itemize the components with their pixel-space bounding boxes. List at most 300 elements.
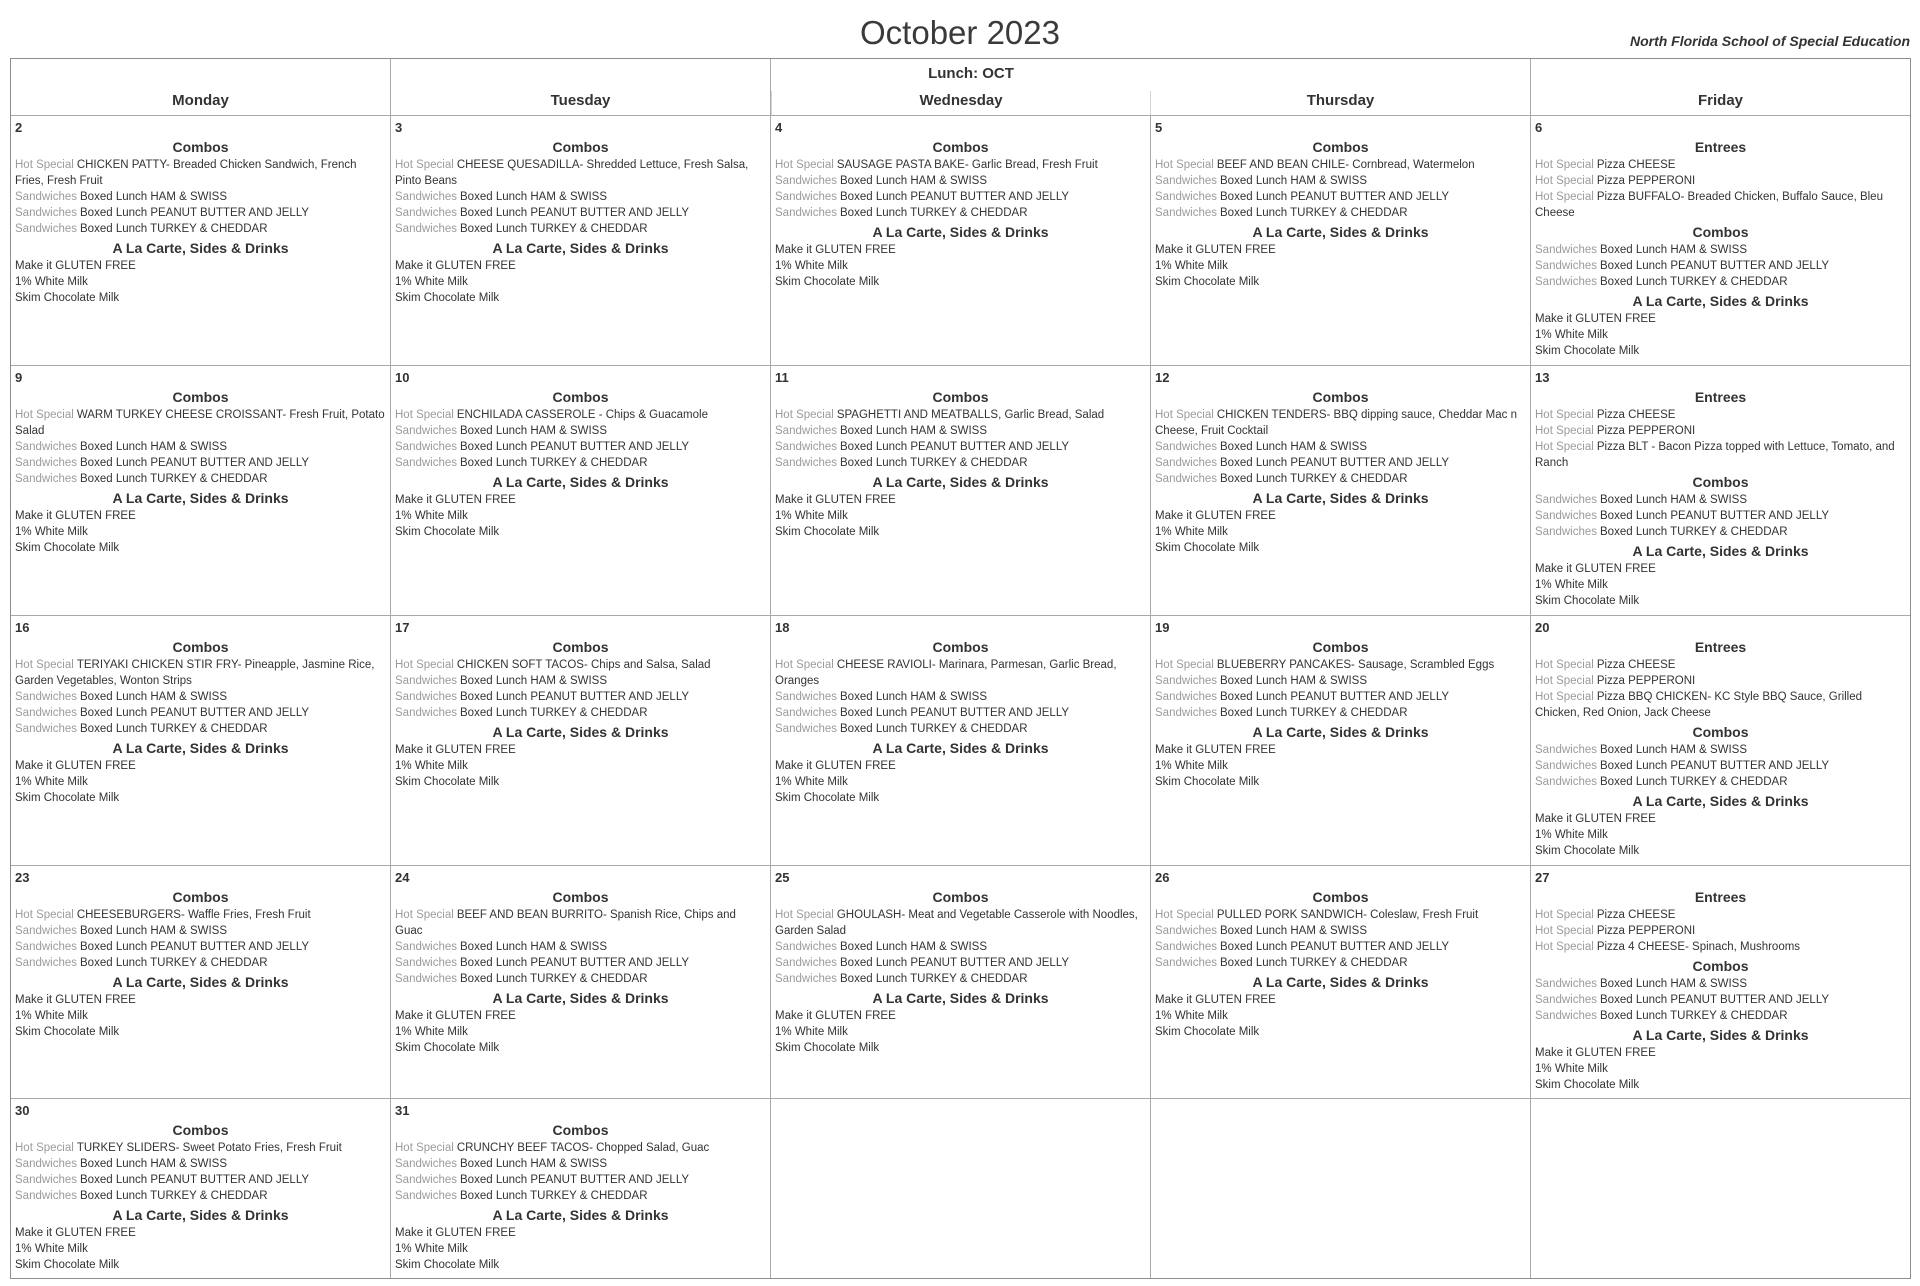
menu-item-text: Pizza BLT - Bacon Pizza topped with Lettuce, Tomato, and Ranch <box>1535 441 1895 469</box>
menu-item-text: Boxed Lunch HAM & SWISS <box>840 175 988 187</box>
menu-category: Sandwiches <box>15 473 78 485</box>
menu-item <box>1535 907 1906 923</box>
empty-day-cell <box>1151 1099 1531 1278</box>
menu-item <box>15 1188 386 1204</box>
menu-item <box>395 689 766 705</box>
menu-item-text: Skim Chocolate Milk <box>395 526 500 538</box>
menu-item-text: Boxed Lunch HAM & SWISS <box>1600 978 1748 990</box>
school-name: North Florida School of Special Education <box>1629 33 1910 49</box>
menu-item-text: Skim Chocolate Milk <box>395 1042 500 1054</box>
menu-item-text: 1% White Milk <box>395 276 468 288</box>
menu-item <box>1155 471 1526 487</box>
menu-item <box>15 1140 386 1156</box>
day-cell <box>391 366 771 616</box>
day-cell <box>1151 366 1531 616</box>
menu-item-text: Skim Chocolate Milk <box>1535 345 1640 357</box>
menu-item <box>1535 561 1906 577</box>
menu-item <box>1535 657 1906 673</box>
menu-item-text: Boxed Lunch PEANUT BUTTER AND JELLY <box>840 191 1070 203</box>
weekday-label: Friday <box>1697 92 1743 109</box>
menu-item <box>395 939 766 955</box>
menu-item <box>1535 492 1906 508</box>
section-title: A La Carte, Sides & Drinks <box>492 1207 669 1223</box>
menu-item-text: 1% White Milk <box>15 776 88 788</box>
day-cell <box>11 616 391 866</box>
menu-item <box>395 907 766 939</box>
menu-item <box>395 205 766 221</box>
menu-item-text: Boxed Lunch HAM & SWISS <box>1220 175 1368 187</box>
menu-item <box>15 689 386 705</box>
day-cell <box>1531 866 1910 1099</box>
menu-item <box>1535 577 1906 593</box>
menu-item <box>775 657 1146 689</box>
menu-item <box>775 705 1146 721</box>
menu-item <box>395 455 766 471</box>
menu-item <box>1535 673 1906 689</box>
section-title: Combos <box>1312 389 1369 405</box>
menu-category: Sandwiches <box>15 191 78 203</box>
menu-item <box>1535 593 1906 609</box>
menu-item <box>395 258 766 274</box>
menu-item-text: Skim Chocolate Milk <box>775 1042 880 1054</box>
menu-item <box>15 471 386 487</box>
menu-item <box>15 258 386 274</box>
menu-item-text: Boxed Lunch PEANUT BUTTER AND JELLY <box>1220 691 1450 703</box>
menu-category: Hot Special <box>395 159 454 171</box>
menu-category: Sandwiches <box>395 207 458 219</box>
menu-item <box>775 189 1146 205</box>
section-title: Combos <box>552 639 609 655</box>
menu-item <box>15 1241 386 1257</box>
menu-item <box>1155 508 1526 524</box>
menu-item <box>775 955 1146 971</box>
menu-item-text: Boxed Lunch PEANUT BUTTER AND JELLY <box>1600 510 1830 522</box>
day-cell <box>771 616 1151 866</box>
menu-category: Sandwiches <box>395 1174 458 1186</box>
menu-item <box>15 1156 386 1172</box>
menu-item <box>395 189 766 205</box>
section-title: A La Carte, Sides & Drinks <box>112 974 289 990</box>
menu-item-text: Boxed Lunch PEANUT BUTTER AND JELLY <box>1220 941 1450 953</box>
menu-item <box>775 758 1146 774</box>
section-title: Entrees <box>1694 889 1747 905</box>
section-title: Combos <box>552 1122 609 1138</box>
menu-item-text: CHEESE QUESADILLA- Shredded Lettuce, Fresh Salsa, Pinto Beans <box>395 159 749 187</box>
menu-item <box>15 705 386 721</box>
menu-item-text: Boxed Lunch HAM & SWISS <box>460 675 608 687</box>
menu-item-text: 1% White Milk <box>1535 829 1608 841</box>
day-number: 13 <box>1535 370 1550 385</box>
section-title: Combos <box>932 639 989 655</box>
day-number: 20 <box>1535 620 1550 635</box>
menu-category: Sandwiches <box>1535 260 1598 272</box>
menu-item-text: Boxed Lunch PEANUT BUTTER AND JELLY <box>460 441 690 453</box>
menu-item-text: BEEF AND BEAN BURRITO- Spanish Rice, Chips and Guac <box>395 909 736 937</box>
menu-item <box>1535 843 1906 859</box>
menu-category: Sandwiches <box>775 175 838 187</box>
menu-item-text: BEEF AND BEAN CHILE- Cornbread, Watermelon <box>1216 159 1475 171</box>
menu-category: Sandwiches <box>1155 925 1218 937</box>
section-title: Combos <box>172 889 229 905</box>
menu-item <box>395 1188 766 1204</box>
menu-item-text: Boxed Lunch HAM & SWISS <box>1600 494 1748 506</box>
menu-category: Sandwiches <box>15 207 78 219</box>
menu-item <box>1535 923 1906 939</box>
menu-item <box>395 1225 766 1241</box>
menu-item-text: Boxed Lunch PEANUT BUTTER AND JELLY <box>80 707 310 719</box>
menu-category: Sandwiches <box>1155 457 1218 469</box>
menu-item <box>1155 907 1526 923</box>
menu-item <box>1155 955 1526 971</box>
weekday-label: Tuesday <box>550 92 611 109</box>
menu-item <box>15 290 386 306</box>
menu-item <box>1155 157 1526 173</box>
menu-category: Hot Special <box>1155 159 1214 171</box>
menu-item <box>1155 705 1526 721</box>
menu-item <box>1535 423 1906 439</box>
section-title: A La Carte, Sides & Drinks <box>492 240 669 256</box>
menu-item-text: Pizza PEPPERONI <box>1596 675 1696 687</box>
menu-item <box>775 173 1146 189</box>
menu-category: Hot Special <box>15 409 74 421</box>
menu-item <box>775 971 1146 987</box>
menu-item-text: WARM TURKEY CHEESE CROISSANT- Fresh Fruit, Potato Salad <box>15 409 385 437</box>
menu-item-text: Boxed Lunch TURKEY & CHEDDAR <box>460 457 648 469</box>
menu-item <box>1155 274 1526 290</box>
menu-category: Sandwiches <box>15 941 78 953</box>
menu-item <box>1535 189 1906 221</box>
menu-item-text: Boxed Lunch HAM & SWISS <box>80 441 228 453</box>
menu-item-text: 1% White Milk <box>1155 526 1228 538</box>
menu-item <box>395 524 766 540</box>
menu-item <box>1535 157 1906 173</box>
menu-item-text: Boxed Lunch TURKEY & CHEDDAR <box>1600 526 1788 538</box>
day-number: 17 <box>395 620 410 635</box>
menu-item-text: CHEESE RAVIOLI- Marinara, Parmesan, Garlic Bread, Oranges <box>775 659 1117 687</box>
menu-item-text: Boxed Lunch HAM & SWISS <box>1220 675 1368 687</box>
menu-item <box>395 1008 766 1024</box>
menu-item <box>1535 689 1906 721</box>
menu-item-text: Boxed Lunch TURKEY & CHEDDAR <box>80 223 268 235</box>
day-number: 3 <box>395 120 403 135</box>
menu-category: Hot Special <box>775 659 834 671</box>
menu-category: Sandwiches <box>1535 494 1598 506</box>
menu-item-text: Boxed Lunch PEANUT BUTTER AND JELLY <box>460 1174 690 1186</box>
menu-item-text: Boxed Lunch HAM & SWISS <box>1220 441 1368 453</box>
menu-item-text: GHOULASH- Meat and Vegetable Casserole with Noodles, Garden Salad <box>775 909 1138 937</box>
menu-category: Sandwiches <box>775 457 838 469</box>
menu-item <box>1155 923 1526 939</box>
section-title: A La Carte, Sides & Drinks <box>872 474 1049 490</box>
menu-category: Sandwiches <box>395 1190 458 1202</box>
menu-item-text: Boxed Lunch TURKEY & CHEDDAR <box>1220 473 1408 485</box>
menu-item-text: Boxed Lunch TURKEY & CHEDDAR <box>460 973 648 985</box>
menu-item-text: TURKEY SLIDERS- Sweet Potato Fries, Fresh Fruit <box>76 1142 342 1154</box>
menu-category: Sandwiches <box>1155 957 1218 969</box>
menu-item <box>15 1225 386 1241</box>
menu-item <box>1535 343 1906 359</box>
menu-item <box>1535 1045 1906 1061</box>
menu-item-text: Make it GLUTEN FREE <box>775 1010 896 1022</box>
menu-item-text: Boxed Lunch HAM & SWISS <box>460 941 608 953</box>
menu-item <box>395 1040 766 1056</box>
menu-item-text: Boxed Lunch TURKEY & CHEDDAR <box>80 957 268 969</box>
menu-item <box>395 423 766 439</box>
day-cell <box>11 366 391 616</box>
menu-item <box>15 955 386 971</box>
menu-category: Sandwiches <box>395 675 458 687</box>
menu-category: Hot Special <box>1535 409 1594 421</box>
menu-category: Sandwiches <box>775 957 838 969</box>
menu-item <box>1155 439 1526 455</box>
menu-category: Hot Special <box>775 409 834 421</box>
menu-item <box>15 205 386 221</box>
menu-item <box>1535 311 1906 327</box>
day-cell <box>11 116 391 366</box>
menu-category: Sandwiches <box>395 191 458 203</box>
section-title: A La Carte, Sides & Drinks <box>1252 724 1429 740</box>
menu-item <box>395 508 766 524</box>
menu-item-text: Boxed Lunch TURKEY & CHEDDAR <box>840 457 1028 469</box>
menu-category: Sandwiches <box>775 941 838 953</box>
page-title: October 2023 <box>860 14 1060 51</box>
menu-item <box>1535 992 1906 1008</box>
menu-category: Sandwiches <box>15 1190 78 1202</box>
menu-item <box>15 540 386 556</box>
menu-item-text: Boxed Lunch HAM & SWISS <box>1600 244 1748 256</box>
header-wednesday <box>771 59 1151 116</box>
menu-category: Hot Special <box>1155 659 1214 671</box>
section-title: Combos <box>172 139 229 155</box>
menu-item-text: 1% White Milk <box>15 526 88 538</box>
menu-item <box>15 455 386 471</box>
weekday-label: Monday <box>172 92 229 109</box>
menu-item-text: Boxed Lunch TURKEY & CHEDDAR <box>460 223 648 235</box>
menu-item <box>1155 258 1526 274</box>
menu-item <box>395 1140 766 1156</box>
section-title: A La Carte, Sides & Drinks <box>112 490 289 506</box>
section-title: Combos <box>1312 139 1369 155</box>
day-number: 10 <box>395 370 410 385</box>
menu-item-text: Skim Chocolate Milk <box>1155 542 1260 554</box>
menu-item <box>395 492 766 508</box>
menu-item <box>1155 407 1526 439</box>
menu-item-text: Skim Chocolate Milk <box>775 792 880 804</box>
section-title: Combos <box>552 139 609 155</box>
menu-category: Sandwiches <box>775 973 838 985</box>
menu-item-text: 1% White Milk <box>1535 1063 1608 1075</box>
menu-item <box>1535 173 1906 189</box>
menu-category: Hot Special <box>395 659 454 671</box>
menu-item <box>1155 1024 1526 1040</box>
menu-item-text: TERIYAKI CHICKEN STIR FRY- Pineapple, Jasmine Rice, Garden Vegetables, Wonton Strips <box>15 659 375 687</box>
menu-category: Sandwiches <box>395 1158 458 1170</box>
menu-category: Sandwiches <box>1155 191 1218 203</box>
menu-item <box>1535 939 1906 955</box>
menu-item-text: Make it GLUTEN FREE <box>15 994 136 1006</box>
menu-item-text: Skim Chocolate Milk <box>1155 776 1260 788</box>
menu-item <box>395 221 766 237</box>
section-title: Combos <box>1312 639 1369 655</box>
menu-category: Hot Special <box>1535 659 1594 671</box>
day-number: 27 <box>1535 870 1550 885</box>
menu-item <box>1535 524 1906 540</box>
menu-category: Sandwiches <box>775 207 838 219</box>
menu-item-text: Boxed Lunch PEANUT BUTTER AND JELLY <box>1600 260 1830 272</box>
menu-item-text: Skim Chocolate Milk <box>15 542 120 554</box>
menu-item-text: 1% White Milk <box>1155 1010 1228 1022</box>
day-number: 11 <box>775 370 789 385</box>
menu-category: Sandwiches <box>1535 760 1598 772</box>
menu-item <box>1155 173 1526 189</box>
menu-category: Sandwiches <box>395 425 458 437</box>
menu-item <box>775 721 1146 737</box>
menu-item-text: Boxed Lunch TURKEY & CHEDDAR <box>80 1190 268 1202</box>
menu-item-text: 1% White Milk <box>1155 760 1228 772</box>
menu-item <box>775 492 1146 508</box>
menu-category: Hot Special <box>775 909 834 921</box>
menu-item <box>1535 258 1906 274</box>
menu-category: Sandwiches <box>395 691 458 703</box>
menu-item-text: Boxed Lunch TURKEY & CHEDDAR <box>1220 707 1408 719</box>
menu-item <box>775 939 1146 955</box>
day-number: 16 <box>15 620 30 635</box>
day-cell <box>391 866 771 1099</box>
menu-category: Sandwiches <box>15 691 78 703</box>
menu-item-text: Boxed Lunch TURKEY & CHEDDAR <box>1220 207 1408 219</box>
day-cell <box>771 866 1151 1099</box>
section-title: A La Carte, Sides & Drinks <box>1252 974 1429 990</box>
menu-item <box>1535 1008 1906 1024</box>
menu-item <box>15 758 386 774</box>
menu-item-text: Skim Chocolate Milk <box>1535 845 1640 857</box>
menu-item <box>775 689 1146 705</box>
day-number: 24 <box>395 870 410 885</box>
day-number: 5 <box>1155 120 1163 135</box>
menu-category: Sandwiches <box>1155 675 1218 687</box>
day-number: 18 <box>775 620 790 635</box>
menu-item-text: BLUEBERRY PANCAKES- Sausage, Scrambled Eggs <box>1216 659 1495 671</box>
menu-item <box>395 407 766 423</box>
menu-item-text: Pizza 4 CHEESE- Spinach, Mushrooms <box>1596 941 1801 953</box>
menu-item <box>1155 992 1526 1008</box>
menu-item <box>15 189 386 205</box>
section-title: Combos <box>552 389 609 405</box>
section-title: A La Carte, Sides & Drinks <box>492 990 669 1006</box>
menu-item-text: 1% White Milk <box>15 1243 88 1255</box>
menu-item-text: Boxed Lunch HAM & SWISS <box>1220 925 1368 937</box>
menu-item-text: Boxed Lunch HAM & SWISS <box>840 941 988 953</box>
menu-category: Sandwiches <box>395 941 458 953</box>
section-title: Combos <box>1692 224 1749 240</box>
menu-item-text: Make it GLUTEN FREE <box>15 760 136 772</box>
menu-category: Hot Special <box>1155 909 1214 921</box>
menu-category: Sandwiches <box>1155 691 1218 703</box>
menu-item-text: Make it GLUTEN FREE <box>1535 1047 1656 1059</box>
menu-item-text: Boxed Lunch PEANUT BUTTER AND JELLY <box>80 207 310 219</box>
menu-item <box>775 423 1146 439</box>
menu-category: Hot Special <box>1535 675 1594 687</box>
menu-item <box>395 157 766 189</box>
menu-item-text: CHICKEN TENDERS- BBQ dipping sauce, Cheddar Mac n Cheese, Fruit Cocktail <box>1155 409 1517 437</box>
menu-item <box>1535 1061 1906 1077</box>
menu-category: Hot Special <box>15 659 74 671</box>
menu-item <box>15 790 386 806</box>
section-title: A La Carte, Sides & Drinks <box>872 990 1049 1006</box>
menu-item-text: Boxed Lunch PEANUT BUTTER AND JELLY <box>1600 994 1830 1006</box>
menu-item <box>395 705 766 721</box>
menu-item-text: Make it GLUTEN FREE <box>1535 313 1656 325</box>
day-cell <box>1151 616 1531 866</box>
section-title: Combos <box>1312 889 1369 905</box>
menu-item <box>15 923 386 939</box>
menu-item <box>1535 774 1906 790</box>
menu-item-text: Skim Chocolate Milk <box>15 1259 120 1271</box>
menu-item-text: Make it GLUTEN FREE <box>1155 744 1276 756</box>
menu-item <box>1535 242 1906 258</box>
menu-category: Sandwiches <box>775 723 838 735</box>
menu-item <box>775 1008 1146 1024</box>
menu-item <box>775 157 1146 173</box>
menu-item-text: Pizza CHEESE <box>1596 159 1676 171</box>
menu-category: Sandwiches <box>15 957 78 969</box>
menu-item <box>775 242 1146 258</box>
menu-item-text: Boxed Lunch HAM & SWISS <box>80 1158 228 1170</box>
menu-item <box>15 524 386 540</box>
menu-item <box>15 1257 386 1273</box>
menu-item-text: 1% White Milk <box>1535 579 1608 591</box>
section-title: A La Carte, Sides & Drinks <box>1632 793 1809 809</box>
day-number: 26 <box>1155 870 1170 885</box>
menu-item-text: Boxed Lunch HAM & SWISS <box>840 691 988 703</box>
section-title: A La Carte, Sides & Drinks <box>112 740 289 756</box>
menu-category: Sandwiches <box>1155 707 1218 719</box>
day-number: 23 <box>15 870 30 885</box>
menu-category: Sandwiches <box>395 457 458 469</box>
menu-item-text: SPAGHETTI AND MEATBALLS, Garlic Bread, Salad <box>836 409 1105 421</box>
menu-item <box>395 1241 766 1257</box>
menu-item-text: Boxed Lunch PEANUT BUTTER AND JELLY <box>1220 191 1450 203</box>
menu-item-text: Boxed Lunch TURKEY & CHEDDAR <box>80 473 268 485</box>
menu-category: Hot Special <box>15 1142 74 1154</box>
menu-item-text: Boxed Lunch PEANUT BUTTER AND JELLY <box>460 957 690 969</box>
menu-category: Hot Special <box>395 409 454 421</box>
menu-item-text: Skim Chocolate Milk <box>1155 276 1260 288</box>
menu-item <box>395 1172 766 1188</box>
day-number: 4 <box>775 120 783 135</box>
menu-item <box>395 774 766 790</box>
menu-item-text: 1% White Milk <box>395 510 468 522</box>
menu-category: Sandwiches <box>1535 1010 1598 1022</box>
menu-category: Hot Special <box>15 909 74 921</box>
day-cell <box>1531 116 1910 366</box>
menu-item-text: Skim Chocolate Milk <box>15 292 120 304</box>
menu-item <box>15 221 386 237</box>
menu-item <box>15 721 386 737</box>
menu-item <box>1155 524 1526 540</box>
menu-item <box>775 439 1146 455</box>
menu-category: Sandwiches <box>15 441 78 453</box>
menu-item-text: Pizza BBQ CHICKEN- KC Style BBQ Sauce, Grilled Chicken, Red Onion, Jack Cheese <box>1535 691 1863 719</box>
menu-item-text: 1% White Milk <box>775 260 848 272</box>
day-cell <box>771 366 1151 616</box>
calendar-grid <box>10 58 1911 1279</box>
weekday-label: Thursday <box>1306 92 1375 109</box>
menu-category: Sandwiches <box>1535 244 1598 256</box>
menu-item-text: CHICKEN PATTY- Breaded Chicken Sandwich, French Fries, Fresh Fruit <box>15 159 357 187</box>
menu-category: Sandwiches <box>1535 978 1598 990</box>
menu-item <box>1155 1008 1526 1024</box>
